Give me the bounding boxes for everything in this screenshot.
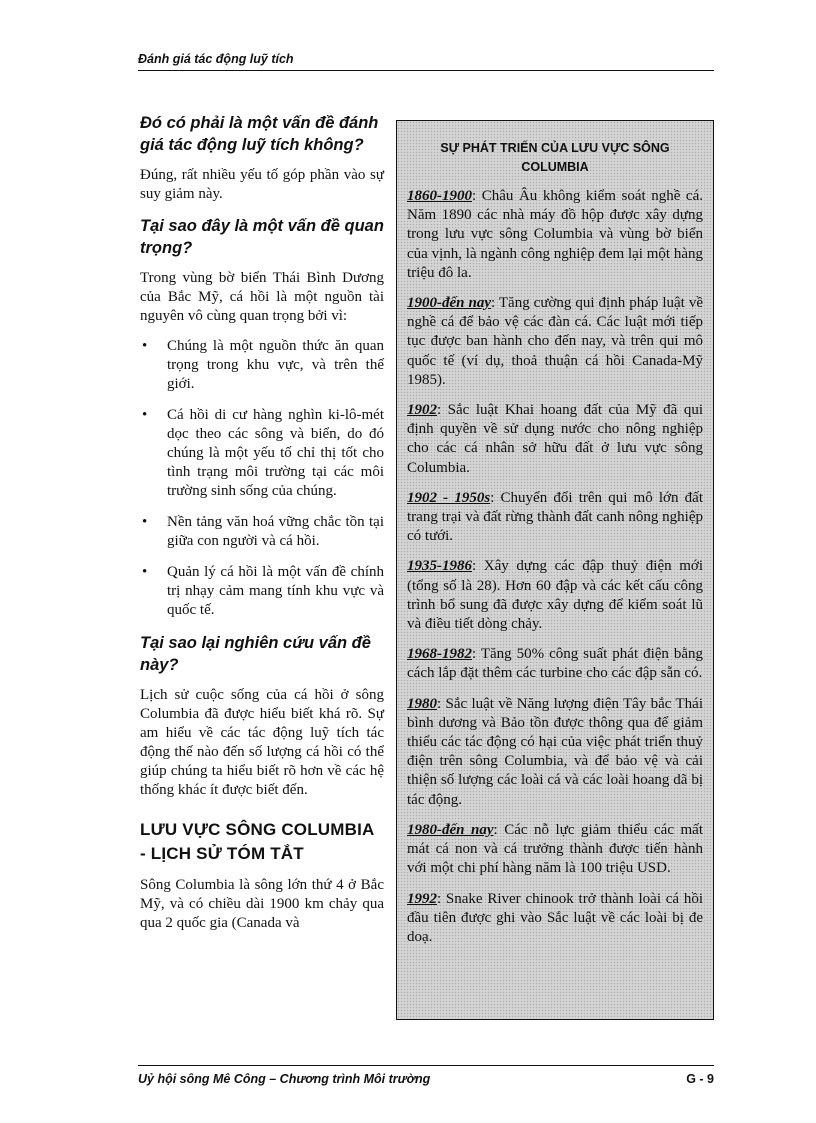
timeline-period: 1902 — [407, 402, 437, 419]
timeline-text: : Xây dựng các đập thuỷ điện mới (tổng số là 28). Hơn 60 đập và các kết cấu công trình bổ sung đã được xây dựng để kiểm soát lũ và điều tiết dòng chảy. — [407, 558, 703, 633]
timeline-entry — [407, 695, 703, 810]
answer-paragraph-2: Trong vùng bờ biển Thái Bình Dương của Bắc Mỹ, cá hồi là một nguồn tài nguyên vô cùng quan trọng bởi vì: — [140, 270, 384, 324]
list-item: • Cá hồi di cư hàng nghìn ki-lô-mét dọc theo các sông và biển, do đó chúng là một yếu tố chỉ thị tốt cho tình trạng môi trường tại các môi trường sinh sống của chúng. — [140, 406, 384, 501]
timeline-period: 1992 — [407, 890, 437, 907]
timeline-text: : Tăng cường qui định pháp luật về nghề cá để bảo vệ các đàn cá. Các luật mới tiếp tục được ban hành cho đến nay, và trên qui mô quốc tế (ví dụ, thoả thuận cá hồi Canada-Mỹ 1985). — [407, 295, 703, 388]
list-item: • Nền tảng văn hoá vững chắc tồn tại giữa con người và cá hồi. — [140, 513, 384, 551]
timeline-box-title: SỰ PHÁT TRIỂN CỦA LƯU VỰC SÔNG COLUMBIA — [440, 141, 670, 174]
timeline-entry — [407, 401, 703, 478]
timeline-entry — [407, 489, 703, 547]
footer-organization: Uỷ hội sông Mê Công – Chương trình Môi trường — [138, 1072, 431, 1086]
page-number: G - 9 — [686, 1072, 714, 1086]
timeline-entry — [407, 821, 703, 879]
reasons-list — [140, 337, 384, 620]
timeline-entry — [407, 557, 703, 634]
timeline-text: : Chuyển đổi trên qui mô lớn đất trang trại và đất rừng thành đất canh nông nghiệp có tưới. — [407, 489, 703, 545]
page-footer — [138, 1065, 714, 1086]
question-heading-3: Tại sao lại nghiên cứu vấn đề này? — [140, 634, 371, 674]
header-title: Đánh giá tác động luỹ tích — [138, 52, 294, 66]
timeline-entry — [407, 187, 703, 283]
list-item: • Chúng là một nguồn thức ăn quan trọng trong khu vực, và trên thế giới. — [140, 337, 384, 394]
timeline-text: : Tăng 50% công suất phát điện bằng cách lắp đặt thêm các turbine cho các đập sẵn có. — [407, 646, 703, 682]
answer-paragraph-3: Lịch sử cuộc sống của cá hồi ở sông Columbia đã được hiểu biết khá rõ. Sự am hiểu về các tác động luỹ tích tác động thế nào đến số lượng cá hồi có thể giúp chúng ta hiểu biết rõ hơn về các hệ thống khác ít được biết đến. — [140, 687, 384, 798]
timeline-text: : Sắc luật Khai hoang đất của Mỹ đã qui định quyền về sử dụng nước cho nông nghiệp cho các cá nhân sở hữu đất ở lưu vực sông Columbia. — [407, 402, 703, 476]
section-paragraph: Sông Columbia là sông lớn thứ 4 ở Bắc Mỹ, và có chiều dài 1900 km chảy qua qua 2 quốc gia (Canada và — [140, 877, 384, 931]
left-column — [140, 112, 384, 944]
question-heading-1: Đó có phải là một vấn đề đánh giá tác động luỹ tích không? — [140, 114, 379, 154]
timeline-entry — [407, 294, 703, 390]
answer-paragraph-1: Đúng, rất nhiều yếu tố góp phần vào sự suy giảm này. — [140, 167, 384, 202]
timeline-text: : Châu Âu không kiểm soát nghề cá. Năm 1890 các nhà máy đồ hộp được xây dựng trong lưu vực sông Columbia và vùng bờ biển của vịnh, là ngành công nghiệp đem lại một hàng triệu đô la. — [407, 188, 703, 281]
timeline-period: 1980 — [407, 695, 437, 712]
timeline-entry — [407, 890, 703, 948]
timeline-period: 1902 - 1950s — [407, 489, 491, 506]
timeline-period: 1935-1986 — [407, 558, 472, 575]
timeline-box — [396, 120, 714, 1020]
timeline-period: 1860-1900 — [407, 188, 472, 204]
timeline-text: : Các nỗ lực giảm thiểu các mất mát cá non và cá trưởng thành được tiến hành với một chi phí hàng năm là 100 triệu USD. — [407, 821, 703, 877]
timeline-entry — [407, 645, 703, 683]
timeline-period: 1980-đến nay — [407, 821, 494, 838]
list-item: • Quản lý cá hồi là một vấn đề chính trị nhạy cảm mang tính khu vực và quốc tế. — [140, 563, 384, 620]
timeline-period: 1968-1982 — [407, 646, 472, 663]
timeline-period: 1900-đến nay — [407, 295, 491, 312]
section-title: LƯU VỰC SÔNG COLUMBIA - LỊCH SỬ TÓM TẮT — [140, 820, 374, 863]
page-header — [138, 52, 714, 71]
timeline-text: : Snake River chinook trở thành loài cá hồi đầu tiên được ghi vào Sắc luật về các loài bị đe doạ. — [407, 890, 703, 945]
question-heading-2: Tại sao đây là một vấn đề quan trọng? — [140, 217, 384, 257]
timeline-text: : Sắc luật về Năng lượng điện Tây bắc Thái bình dương và Bảo tồn được thông qua để giảm thiểu các tác động có hại của việc phát triển thuỷ điện trên sông Columbia, và để bảo vệ và cải thiện số lượng các loài cá và các loài hoang dã bị tác động. — [407, 695, 703, 808]
